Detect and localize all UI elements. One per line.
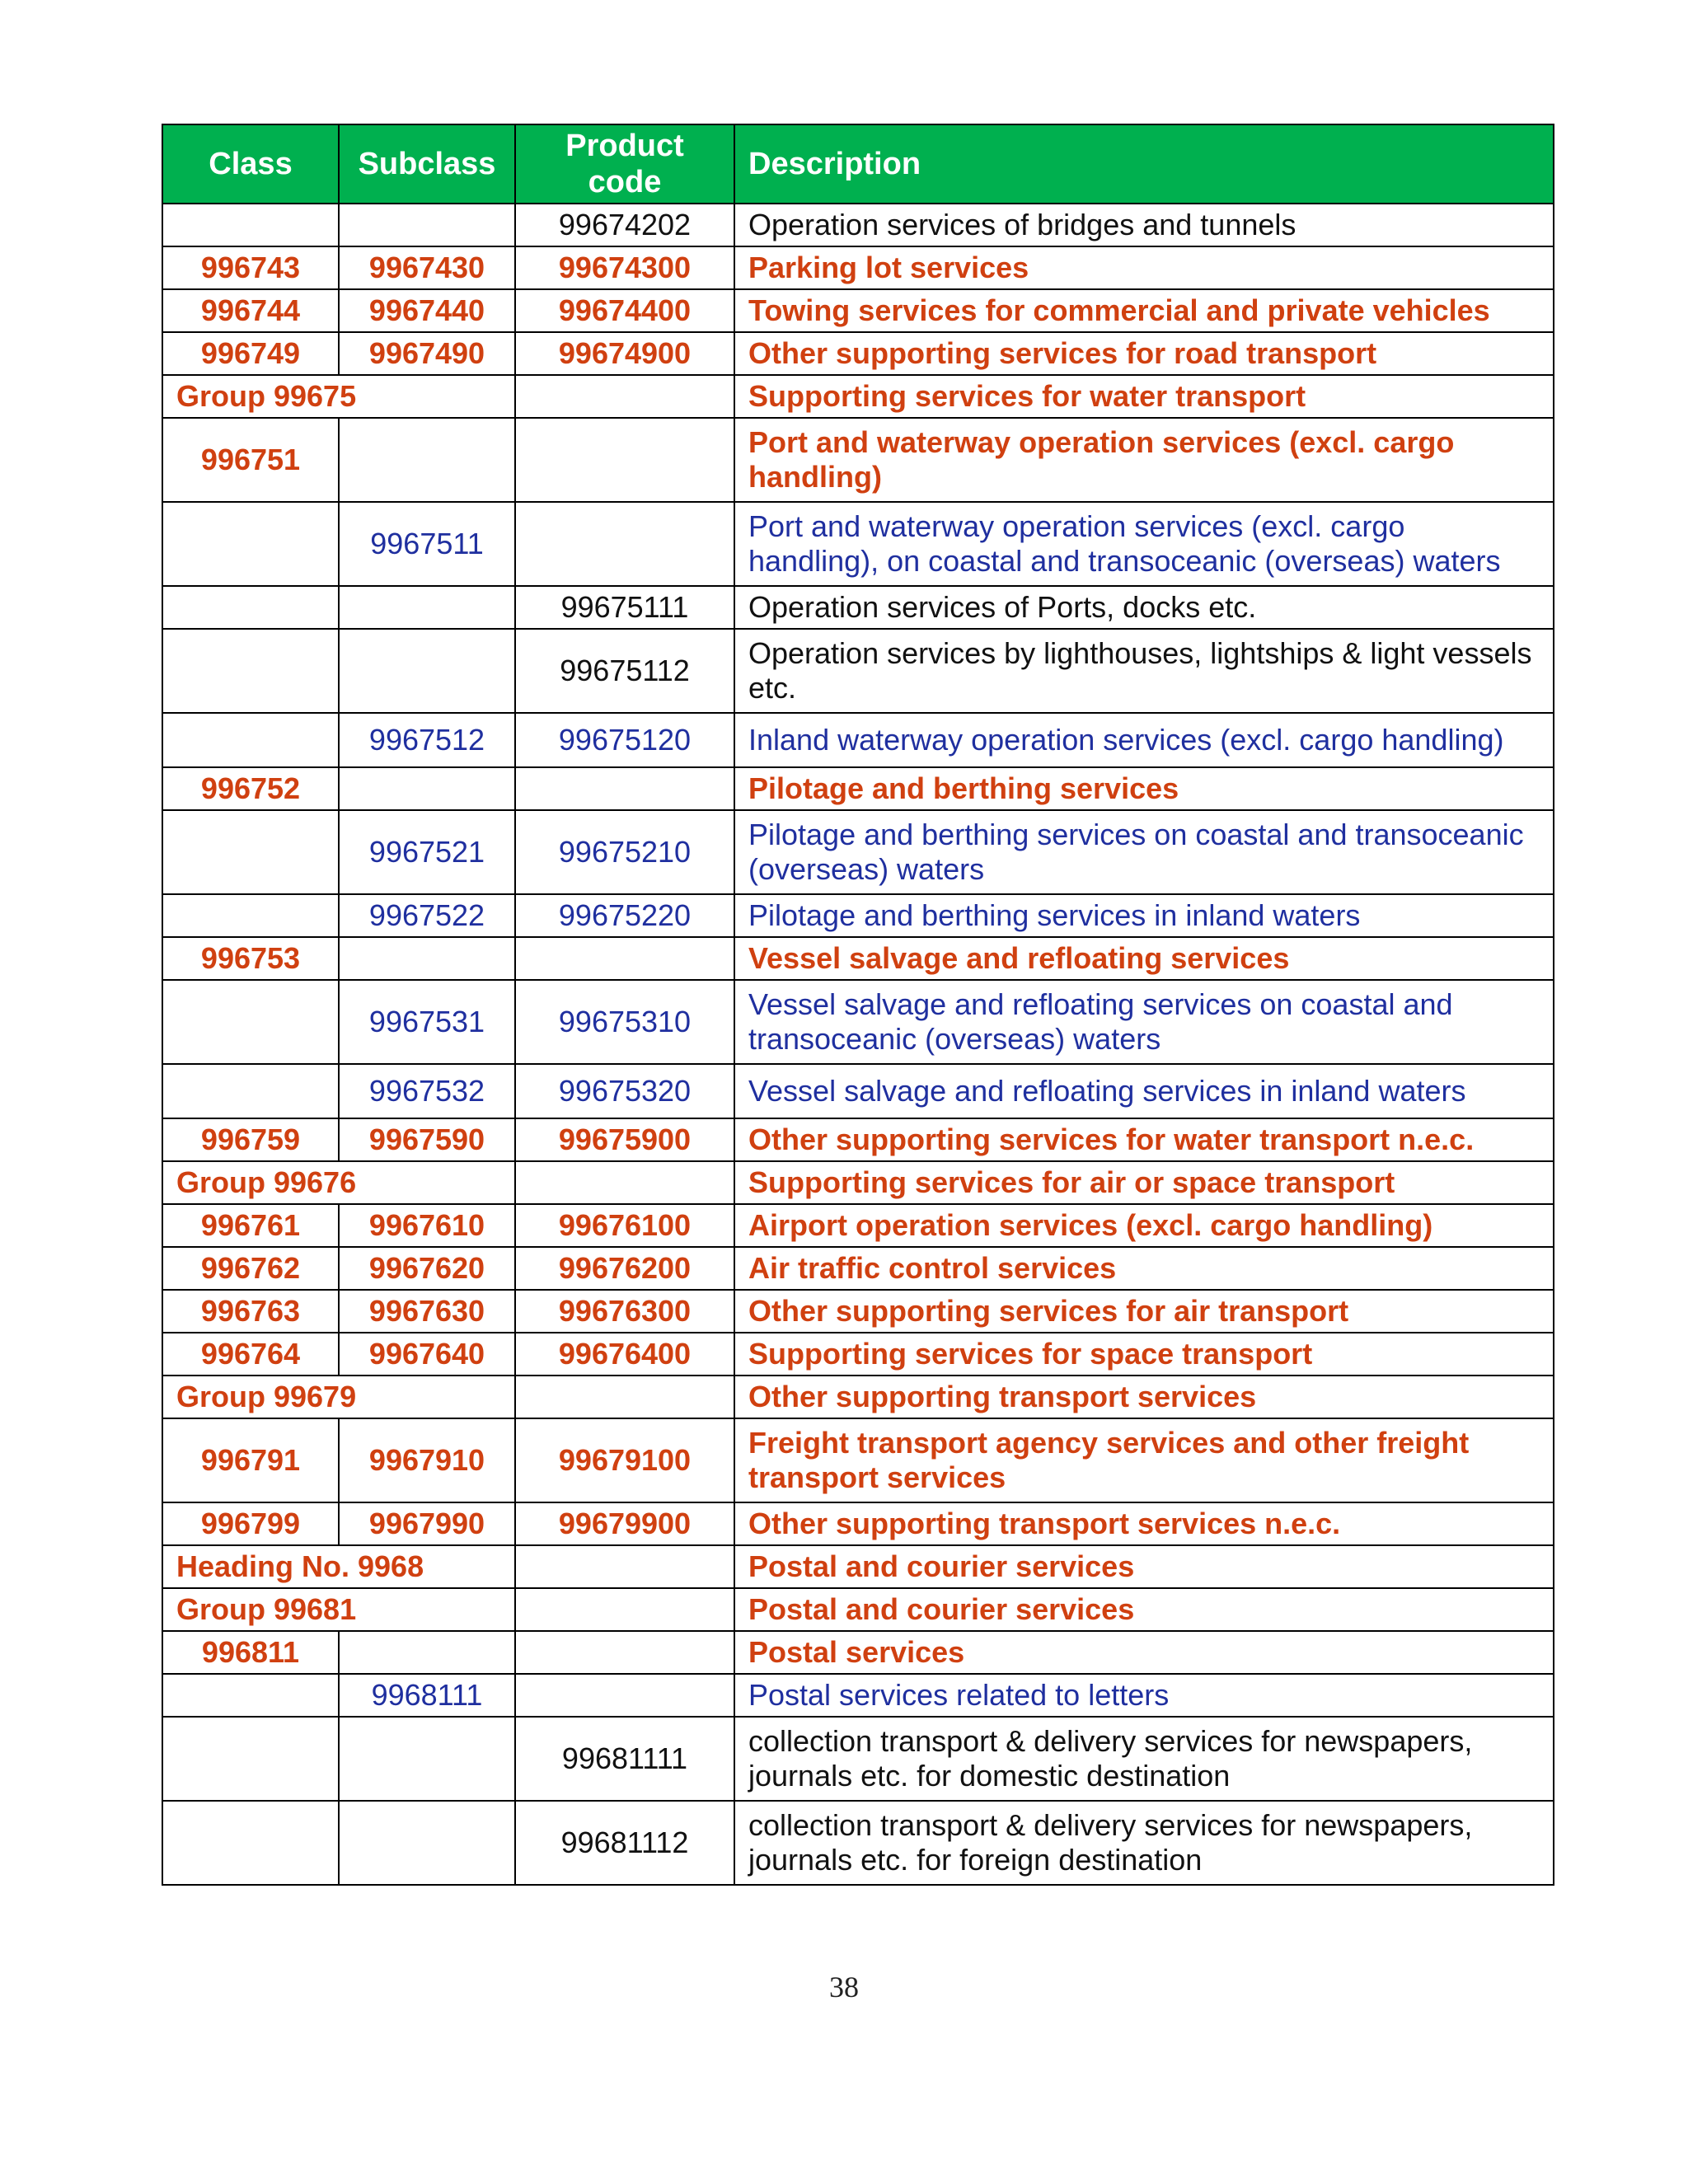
table-row xyxy=(162,289,1554,332)
service-codes-table xyxy=(162,124,1554,1886)
subclass-cell xyxy=(339,629,515,713)
description-cell: Other supporting services for water transport n.e.c. xyxy=(734,1118,1554,1161)
description-cell: Vessel salvage and refloating services on coastal and transoceanic (overseas) waters xyxy=(734,980,1554,1064)
table-row xyxy=(162,713,1554,767)
product-code-cell: 99679900 xyxy=(515,1502,734,1545)
subclass-cell xyxy=(339,767,515,810)
class-cell xyxy=(162,1717,339,1801)
table-row xyxy=(162,1674,1554,1717)
subclass-cell: 9967531 xyxy=(339,980,515,1064)
header-subclass: Subclass xyxy=(339,124,515,204)
product-code-cell: 99679100 xyxy=(515,1418,734,1502)
table-row xyxy=(162,1631,1554,1674)
product-code-cell: 99681112 xyxy=(515,1801,734,1885)
product-code-cell: 99675120 xyxy=(515,713,734,767)
class-cell xyxy=(162,502,339,586)
table-row xyxy=(162,1502,1554,1545)
description-cell: Other supporting services for air transport xyxy=(734,1290,1554,1333)
class-cell: 996791 xyxy=(162,1418,339,1502)
description-cell: collection transport & delivery services for newspapers, journals etc. for domestic destination xyxy=(734,1717,1554,1801)
product-code-cell xyxy=(515,502,734,586)
subclass-cell: 9967511 xyxy=(339,502,515,586)
product-code-cell xyxy=(515,1161,734,1204)
product-code-cell: 99676400 xyxy=(515,1333,734,1376)
description-cell: Postal and courier services xyxy=(734,1545,1554,1588)
class-cell: 996753 xyxy=(162,937,339,980)
table-row xyxy=(162,810,1554,894)
table-row xyxy=(162,1545,1554,1588)
table-row xyxy=(162,1290,1554,1333)
table-row xyxy=(162,1247,1554,1290)
table-header-row xyxy=(162,124,1554,204)
description-cell: Vessel salvage and refloating services in inland waters xyxy=(734,1064,1554,1118)
product-code-cell: 99676200 xyxy=(515,1247,734,1290)
group-label-cell: Group 99679 xyxy=(162,1376,515,1418)
description-cell: Other supporting transport services n.e.c. xyxy=(734,1502,1554,1545)
class-cell xyxy=(162,894,339,937)
class-cell: 996762 xyxy=(162,1247,339,1290)
class-cell: 996749 xyxy=(162,332,339,375)
table-row xyxy=(162,375,1554,418)
subclass-cell: 9967430 xyxy=(339,246,515,289)
product-code-cell: 99675900 xyxy=(515,1118,734,1161)
product-code-cell: 99674400 xyxy=(515,289,734,332)
table-row xyxy=(162,502,1554,586)
header-class: Class xyxy=(162,124,339,204)
header-product-code: Product code xyxy=(515,124,734,204)
subclass-cell xyxy=(339,1631,515,1674)
class-cell xyxy=(162,1064,339,1118)
product-code-cell: 99676100 xyxy=(515,1204,734,1247)
description-cell: collection transport & delivery services for newspapers, journals etc. for foreign destination xyxy=(734,1801,1554,1885)
subclass-cell: 9967910 xyxy=(339,1418,515,1502)
table-row xyxy=(162,332,1554,375)
subclass-cell: 9967512 xyxy=(339,713,515,767)
table-row xyxy=(162,629,1554,713)
table-row xyxy=(162,1204,1554,1247)
product-code-cell: 99675112 xyxy=(515,629,734,713)
description-cell: Supporting services for space transport xyxy=(734,1333,1554,1376)
table-row xyxy=(162,1064,1554,1118)
description-cell: Supporting services for air or space transport xyxy=(734,1161,1554,1204)
product-code-cell xyxy=(515,418,734,502)
class-cell xyxy=(162,1801,339,1885)
subclass-cell xyxy=(339,1801,515,1885)
class-cell xyxy=(162,1674,339,1717)
product-code-cell: 99681111 xyxy=(515,1717,734,1801)
product-code-cell: 99675310 xyxy=(515,980,734,1064)
description-cell: Vessel salvage and refloating services xyxy=(734,937,1554,980)
group-label-cell: Group 99681 xyxy=(162,1588,515,1631)
subclass-cell: 9968111 xyxy=(339,1674,515,1717)
subclass-cell: 9967532 xyxy=(339,1064,515,1118)
subclass-cell xyxy=(339,1717,515,1801)
table-row xyxy=(162,246,1554,289)
table-row xyxy=(162,1588,1554,1631)
table-row xyxy=(162,418,1554,502)
description-cell: Pilotage and berthing services in inland waters xyxy=(734,894,1554,937)
table-row xyxy=(162,1801,1554,1885)
description-cell: Towing services for commercial and private vehicles xyxy=(734,289,1554,332)
description-cell: Operation services of Ports, docks etc. xyxy=(734,586,1554,629)
class-cell: 996752 xyxy=(162,767,339,810)
table-row xyxy=(162,1161,1554,1204)
table-row xyxy=(162,767,1554,810)
product-code-cell: 99675320 xyxy=(515,1064,734,1118)
description-cell: Pilotage and berthing services on coastal and transoceanic (overseas) waters xyxy=(734,810,1554,894)
product-code-cell xyxy=(515,1588,734,1631)
subclass-cell: 9967620 xyxy=(339,1247,515,1290)
subclass-cell: 9967990 xyxy=(339,1502,515,1545)
table-row xyxy=(162,894,1554,937)
subclass-cell: 9967630 xyxy=(339,1290,515,1333)
table-row xyxy=(162,980,1554,1064)
product-code-cell xyxy=(515,1674,734,1717)
product-code-cell: 99675210 xyxy=(515,810,734,894)
subclass-cell xyxy=(339,418,515,502)
product-code-cell: 99675111 xyxy=(515,586,734,629)
description-cell: Airport operation services (excl. cargo handling) xyxy=(734,1204,1554,1247)
table-row xyxy=(162,1376,1554,1418)
page-number: 38 xyxy=(829,1971,859,2004)
product-code-cell xyxy=(515,937,734,980)
class-cell xyxy=(162,713,339,767)
class-cell: 996799 xyxy=(162,1502,339,1545)
description-cell: Other supporting services for road transport xyxy=(734,332,1554,375)
group-label-cell: Group 99676 xyxy=(162,1161,515,1204)
product-code-cell: 99674900 xyxy=(515,332,734,375)
product-code-cell xyxy=(515,1376,734,1418)
header-description: Description xyxy=(734,124,1554,204)
product-code-cell: 99674300 xyxy=(515,246,734,289)
group-label-cell: Heading No. 9968 xyxy=(162,1545,515,1588)
description-cell: Operation services by lighthouses, lightships & light vessels etc. xyxy=(734,629,1554,713)
description-cell: Supporting services for water transport xyxy=(734,375,1554,418)
class-cell: 996763 xyxy=(162,1290,339,1333)
product-code-cell xyxy=(515,375,734,418)
subclass-cell: 9967522 xyxy=(339,894,515,937)
subclass-cell xyxy=(339,586,515,629)
product-code-cell: 99674202 xyxy=(515,204,734,246)
description-cell: Postal and courier services xyxy=(734,1588,1554,1631)
class-cell xyxy=(162,586,339,629)
group-label-cell: Group 99675 xyxy=(162,375,515,418)
table-row xyxy=(162,1418,1554,1502)
description-cell: Inland waterway operation services (excl. cargo handling) xyxy=(734,713,1554,767)
product-code-cell xyxy=(515,767,734,810)
description-cell: Pilotage and berthing services xyxy=(734,767,1554,810)
table-row xyxy=(162,937,1554,980)
subclass-cell: 9967440 xyxy=(339,289,515,332)
class-cell: 996764 xyxy=(162,1333,339,1376)
class-cell: 996743 xyxy=(162,246,339,289)
table-row xyxy=(162,1118,1554,1161)
description-cell: Air traffic control services xyxy=(734,1247,1554,1290)
class-cell: 996744 xyxy=(162,289,339,332)
subclass-cell: 9967490 xyxy=(339,332,515,375)
subclass-cell xyxy=(339,937,515,980)
class-cell xyxy=(162,810,339,894)
description-cell: Operation services of bridges and tunnels xyxy=(734,204,1554,246)
description-cell: Postal services related to letters xyxy=(734,1674,1554,1717)
class-cell xyxy=(162,980,339,1064)
class-cell: 996759 xyxy=(162,1118,339,1161)
description-cell: Port and waterway operation services (excl. cargo handling), on coastal and transoceanic (overseas) waters xyxy=(734,502,1554,586)
class-cell: 996761 xyxy=(162,1204,339,1247)
product-code-cell: 99675220 xyxy=(515,894,734,937)
product-code-cell xyxy=(515,1545,734,1588)
product-code-cell: 99676300 xyxy=(515,1290,734,1333)
subclass-cell xyxy=(339,204,515,246)
subclass-cell: 9967590 xyxy=(339,1118,515,1161)
subclass-cell: 9967521 xyxy=(339,810,515,894)
class-cell: 996751 xyxy=(162,418,339,502)
class-cell: 996811 xyxy=(162,1631,339,1674)
product-code-cell xyxy=(515,1631,734,1674)
class-cell xyxy=(162,629,339,713)
table-body xyxy=(162,204,1554,1885)
table-row xyxy=(162,1333,1554,1376)
description-cell: Parking lot services xyxy=(734,246,1554,289)
table-row xyxy=(162,586,1554,629)
description-cell: Other supporting transport services xyxy=(734,1376,1554,1418)
subclass-cell: 9967610 xyxy=(339,1204,515,1247)
description-cell: Freight transport agency services and other freight transport services xyxy=(734,1418,1554,1502)
table-row xyxy=(162,1717,1554,1801)
subclass-cell: 9967640 xyxy=(339,1333,515,1376)
class-cell xyxy=(162,204,339,246)
table-row xyxy=(162,204,1554,246)
description-cell: Postal services xyxy=(734,1631,1554,1674)
description-cell: Port and waterway operation services (excl. cargo handling) xyxy=(734,418,1554,502)
